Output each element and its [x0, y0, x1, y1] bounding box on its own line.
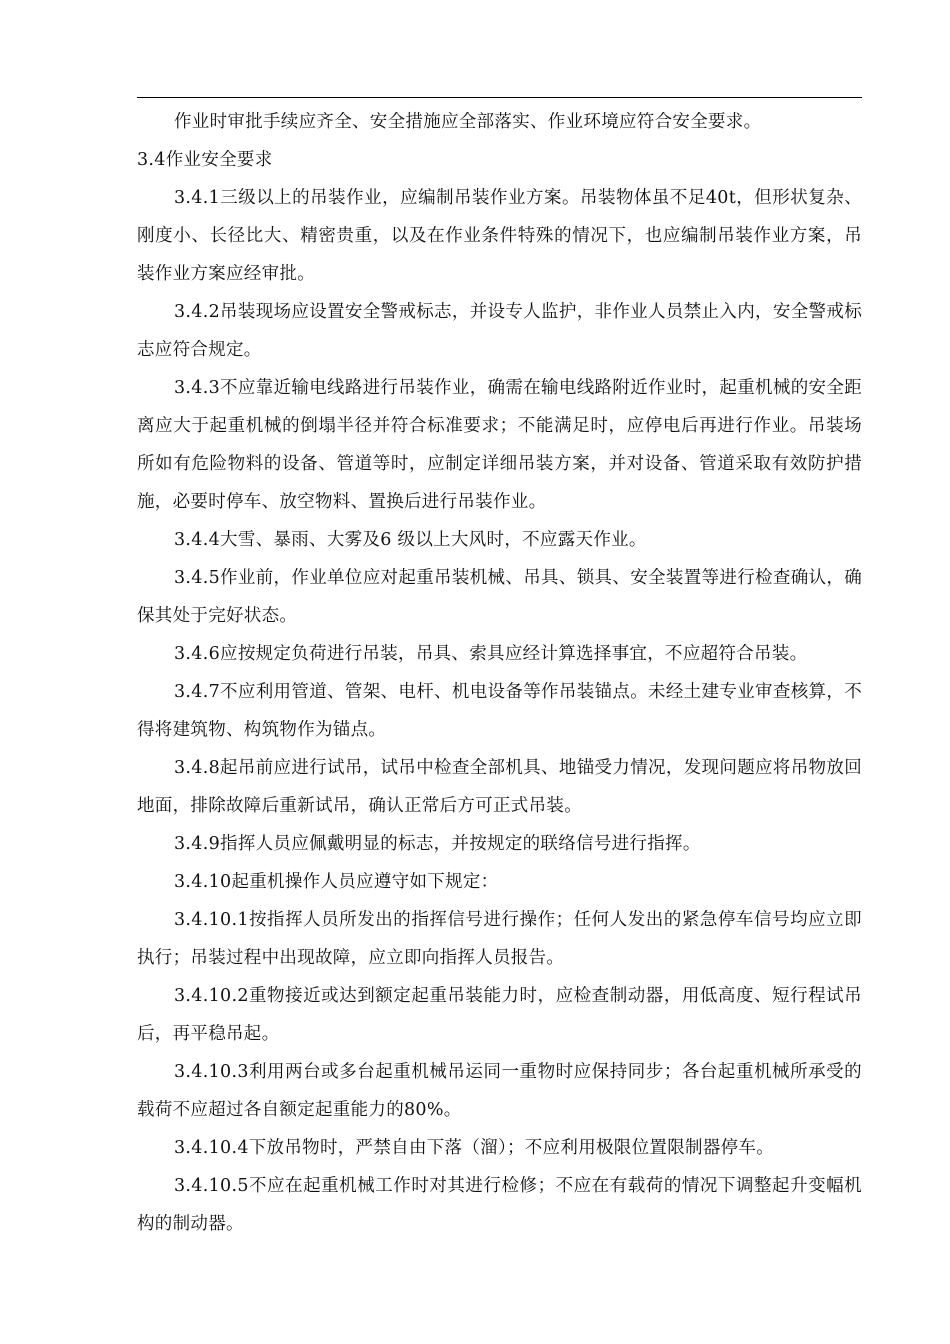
paragraph-3-4-10-3: 3.4.10.3利用两台或多台起重机械吊运同一重物时应保持同步；各台起重机械所承受的载荷不应超过各自额定起重能力的80%。	[137, 1062, 862, 1120]
paragraph-3-4-1: 3.4.1三级以上的吊装作业，应编制吊装作业方案。吊装物体虽不足40t，但形状复杂、刚度小、长径比大、精密贵重，以及在作业条件特殊的情况下，也应编制吊装作业方案，吊装作业方案应经审批。	[137, 188, 862, 284]
paragraph-approval-continuation: 作业时审批手续应齐全、安全措施应全部落实、作业环境应符合安全要求。	[174, 112, 762, 132]
paragraph-3-4-6: 3.4.6应按规定负荷进行吊装，吊具、索具应经计算选择事宜，不应超符合吊装。	[174, 644, 808, 664]
paragraph-3-4-5: 3.4.5作业前，作业单位应对起重吊装机械、吊具、锁具、安全装置等进行检查确认，确保其处于完好状态。	[137, 568, 862, 626]
header-rule	[137, 97, 862, 98]
paragraph-3-4-10-4: 3.4.10.4下放吊物时，严禁自由下落（溜）；不应利用极限位置限制器停车。	[174, 1138, 775, 1158]
paragraph-3-4-7: 3.4.7不应利用管道、管架、电杆、机电设备等作吊装锚点。未经土建专业审查核算，不得将建筑物、构筑物作为锚点。	[137, 682, 862, 740]
section-heading-3-4: 3.4作业安全要求	[137, 150, 273, 170]
paragraph-3-4-4: 3.4.4大雪、暴雨、大雾及6 级以上大风时，不应露天作业。	[174, 530, 647, 550]
paragraph-3-4-10: 3.4.10起重机操作人员应遵守如下规定：	[174, 872, 499, 892]
paragraph-3-4-8: 3.4.8起吊前应进行试吊，试吊中检查全部机具、地锚受力情况，发现问题应将吊物放回地面，排除故障后重新试吊，确认正常后方可正式吊装。	[137, 758, 862, 816]
paragraph-3-4-9: 3.4.9指挥人员应佩戴明显的标志，并按规定的联络信号进行指挥。	[174, 834, 701, 854]
paragraph-3-4-10-2: 3.4.10.2重物接近或达到额定起重吊装能力时，应检查制动器，用低高度、短行程试吊后，再平稳吊起。	[137, 986, 862, 1044]
paragraph-3-4-10-5: 3.4.10.5不应在起重机械工作时对其进行检修；不应在有载荷的情况下调整起升变幅机构的制动器。	[137, 1176, 862, 1234]
paragraph-3-4-2: 3.4.2吊装现场应设置安全警戒标志，并设专人监护，非作业人员禁止入内，安全警戒标志应符合规定。	[137, 302, 862, 360]
document-body	[137, 103, 862, 1243]
paragraph-3-4-10-1: 3.4.10.1按指挥人员所发出的指挥信号进行操作；任何人发出的紧急停车信号均应立即执行；吊装过程中出现故障，应立即向指挥人员报告。	[137, 910, 862, 968]
paragraph-3-4-3: 3.4.3不应靠近输电线路进行吊装作业，确需在输电线路附近作业时，起重机械的安全距离应大于起重机械的倒塌半径并符合标准要求；不能满足时，应停电后再进行作业。吊装场所如有危险物料的设备、管道等时，应制定详细吊装方案，并对设备、管道采取有效防护措施，必要时停车、放空物料、置换后进行吊装作业。	[137, 378, 862, 512]
